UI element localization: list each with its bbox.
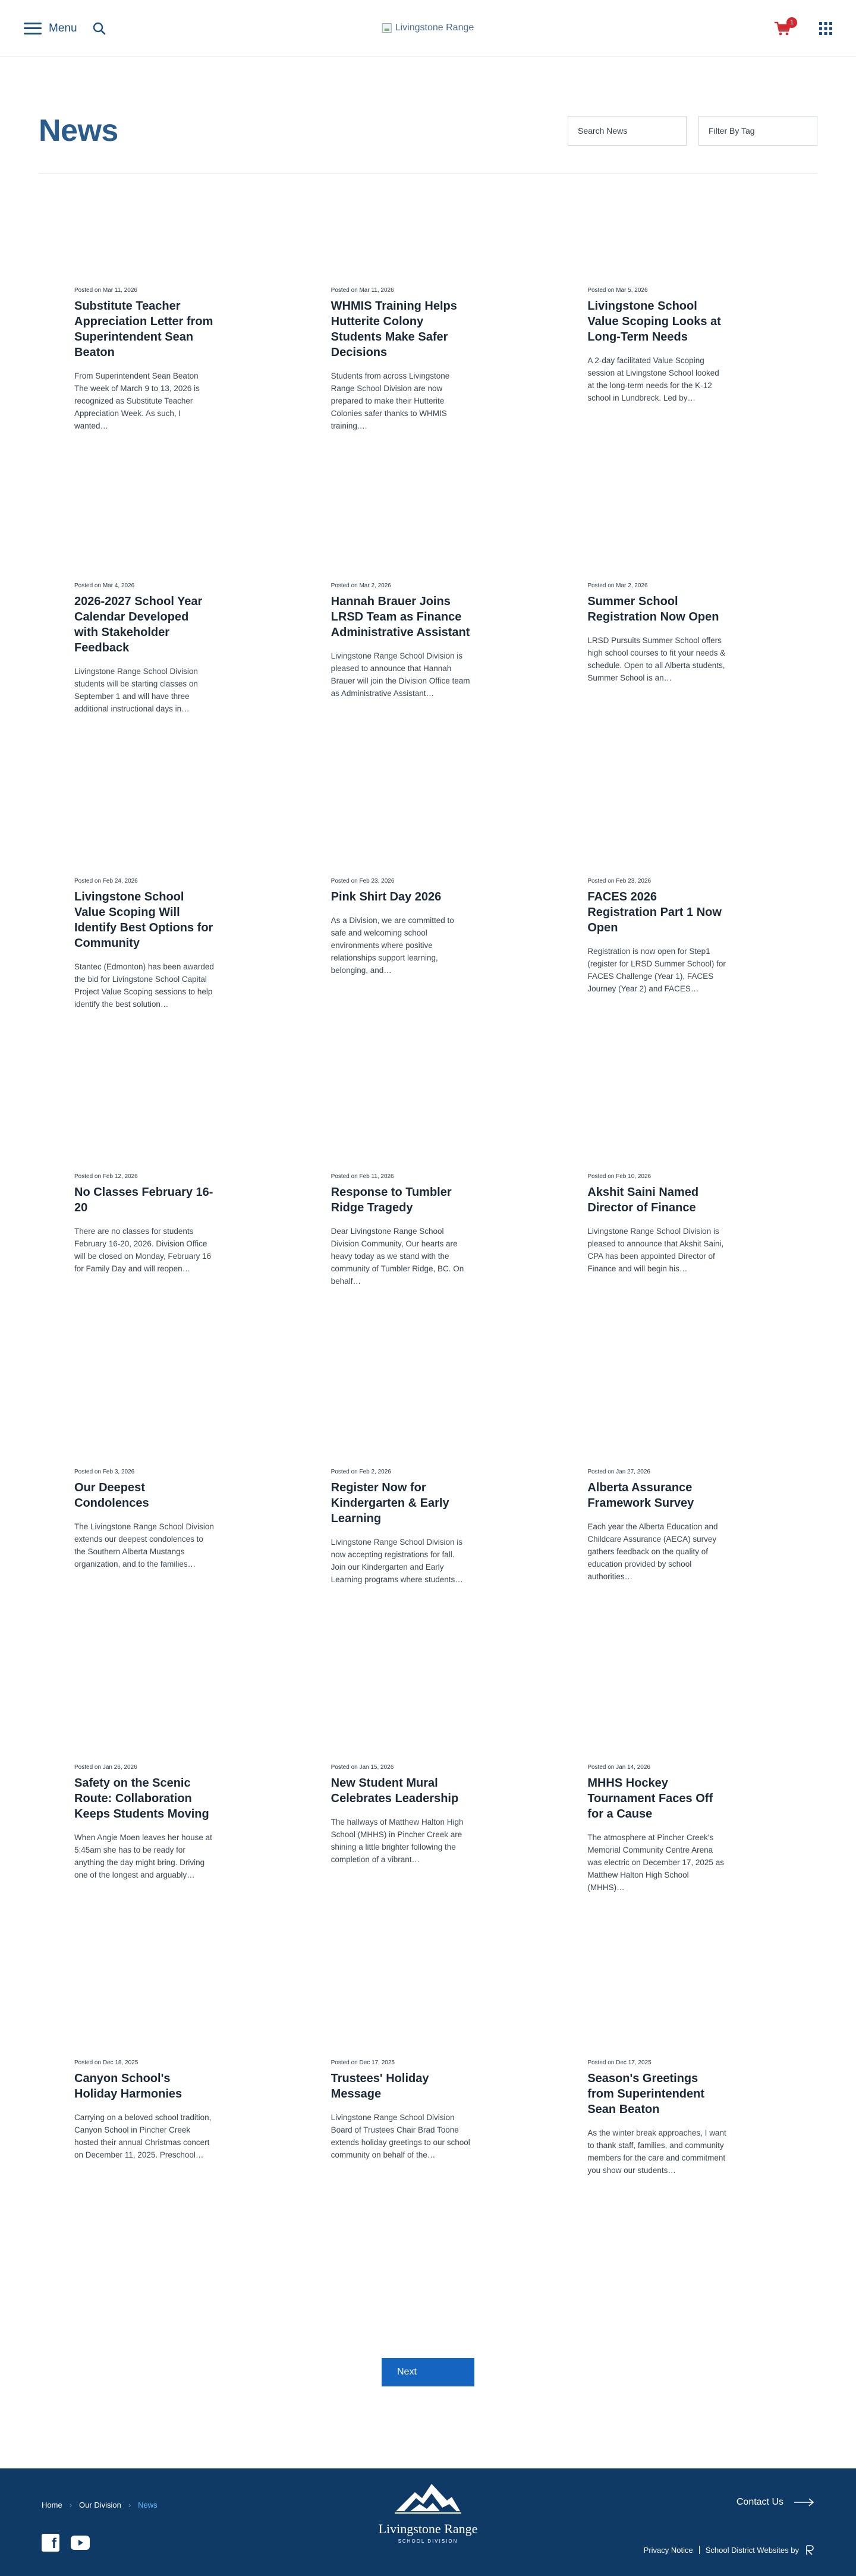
news-card (298, 1173, 558, 1469)
arrow-right-icon (794, 2498, 814, 2506)
posted-date: Posted on Mar 11, 2026 (331, 287, 394, 294)
news-card (558, 2059, 817, 2355)
news-title-link[interactable]: Response to Tumbler Ridge Tragedy (331, 1186, 452, 1214)
footer-logo[interactable] (369, 2480, 487, 2544)
news-card-body (331, 287, 471, 432)
posted-date: Posted on Mar 11, 2026 (74, 287, 137, 294)
posted-date: Posted on Dec 17, 2025 (331, 2059, 395, 2066)
news-title-link[interactable]: Alberta Assurance Framework Survey (587, 1481, 694, 1510)
news-excerpt: Students from across Livingstone Range School Division are now prepared to make their Hutterite Colonies safer thanks to WHMIS training.… (331, 371, 450, 430)
site-footer (0, 2468, 856, 2576)
news-filters (568, 116, 817, 146)
news-card-body (74, 582, 214, 715)
news-card (558, 1764, 817, 2059)
posted-date: Posted on Feb 10, 2026 (587, 1173, 652, 1180)
breadcrumb-current: News (138, 2501, 158, 2509)
news-card (558, 582, 817, 878)
news-card (39, 287, 298, 582)
news-card (39, 1469, 298, 1764)
news-excerpt: Livingstone Range School Division is pleased to announce that Akshit Saini, CPA has been appointed Director of Finance and will begin his… (587, 1227, 724, 1273)
news-excerpt: From Superintendent Sean Beaton The week of March 9 to 13, 2026 is recognized as Substitute Teacher Appreciation Week. As such, I wanted… (74, 371, 200, 430)
posted-date: Posted on Dec 18, 2025 (74, 2059, 139, 2066)
page-title: News (39, 114, 118, 148)
social-links (42, 2534, 90, 2552)
contact-us-label: Contact Us (736, 2497, 783, 2507)
news-card-body (331, 2059, 471, 2161)
broken-image-icon (382, 23, 392, 33)
news-excerpt: Livingstone Range School Division is now accepting registrations for fall. Join our Kindergarten and Early Learning programs where students… (331, 1538, 463, 1584)
news-excerpt: Dear Livingstone Range School Division Community, Our hearts are heavy today as we stand with the community of Tumbler Ridge, BC. On behalf… (331, 1227, 464, 1286)
news-card-body (74, 1764, 214, 1881)
news-title-link[interactable]: Pink Shirt Day 2026 (331, 890, 442, 903)
news-card-body (587, 1469, 727, 1583)
footer-brand-name: Livingstone Range (378, 2521, 478, 2536)
news-title-link[interactable]: Hannah Brauer Joins LRSD Team as Finance Administrative Assistant (331, 595, 470, 639)
posted-date: Posted on Feb 23, 2026 (331, 878, 395, 884)
mountain-logo-icon (392, 2480, 464, 2517)
news-card-body (587, 287, 727, 404)
next-page-button[interactable]: Next (382, 2358, 474, 2386)
pagination (0, 2355, 856, 2468)
breadcrumb-home[interactable]: Home (42, 2501, 62, 2509)
posted-date: Posted on Jan 15, 2026 (331, 1764, 394, 1771)
posted-date: Posted on Feb 11, 2026 (331, 1173, 394, 1180)
news-card-body (74, 287, 214, 432)
posted-date: Posted on Feb 3, 2026 (74, 1469, 135, 1475)
news-excerpt: Each year the Alberta Education and Childcare Assurance (AECA) survey gathers feedback on the quality of education provided by school authorities… (587, 1522, 718, 1581)
news-card-body (587, 878, 727, 995)
news-title-link[interactable]: WHMIS Training Helps Hutterite Colony Students Make Safer Decisions (331, 300, 457, 359)
news-excerpt: Livingstone Range School Division Board of Trustees Chair Brad Toone extends holiday greetings to our school community on behalf of the… (331, 2113, 470, 2159)
news-card (298, 2059, 558, 2355)
header-left (24, 22, 106, 35)
news-card (39, 1764, 298, 2059)
news-card-body (331, 1173, 471, 1287)
header-right (774, 18, 832, 36)
news-title-link[interactable]: Livingstone School Value Scoping Will Identify Best Options for Community (74, 890, 213, 950)
news-title-link[interactable]: 2026-2027 School Year Calendar Developed with Stakeholder Feedback (74, 595, 203, 654)
news-excerpt: Stantec (Edmonton) has been awarded the bid for Livingstone School Capital Project Value Scoping sessions to help identify the best solution… (74, 962, 214, 1009)
site-header (0, 0, 856, 57)
news-excerpt: The hallways of Matthew Halton High School (MHHS) in Pincher Creek are shining a little brighter following the completion of a vibrant… (331, 1818, 464, 1864)
apps-grid-icon[interactable] (819, 22, 832, 35)
news-card-body (74, 1173, 214, 1275)
posted-date: Posted on Feb 24, 2026 (74, 878, 138, 884)
news-card (298, 878, 558, 1173)
news-excerpt: A 2-day facilitated Value Scoping session at Livingstone School looked at the long-term needs for the K-12 school in Lundbreck. Led by… (587, 356, 719, 402)
news-card (298, 1764, 558, 2059)
posted-date: Posted on Jan 27, 2026 (587, 1469, 650, 1475)
news-excerpt: LRSD Pursuits Summer School offers high school courses to fit your needs & schedule. Open to all Alberta students, Summer School is an… (587, 636, 726, 682)
breadcrumb-separator-icon: › (128, 2501, 131, 2509)
posted-date: Posted on Mar 5, 2026 (587, 287, 648, 294)
posted-date: Posted on Mar 4, 2026 (74, 582, 135, 589)
contact-us-link[interactable] (737, 2497, 814, 2508)
breadcrumb-separator-icon: › (69, 2501, 73, 2509)
posted-date: Posted on Mar 2, 2026 (587, 582, 648, 589)
news-title-link[interactable]: No Classes February 16-20 (74, 1186, 213, 1214)
news-card (39, 582, 298, 878)
news-card (298, 1469, 558, 1764)
vendor-logo-icon[interactable] (805, 2544, 814, 2555)
youtube-icon[interactable] (70, 2534, 90, 2552)
news-title-link[interactable]: Substitute Teacher Appreciation Letter from Superintendent Sean Beaton (74, 300, 213, 359)
legal-divider (699, 2546, 700, 2554)
cart-button[interactable] (774, 18, 794, 36)
page-head (39, 57, 817, 174)
posted-date: Posted on Jan 14, 2026 (587, 1764, 650, 1771)
posted-date: Posted on Jan 26, 2026 (74, 1764, 137, 1771)
news-card-body (587, 2059, 727, 2177)
footer-legal (644, 2544, 814, 2555)
breadcrumb-our-division[interactable]: Our Division (79, 2501, 121, 2509)
news-title-link[interactable]: Canyon School's Holiday Harmonies (74, 2072, 182, 2101)
site-logo-alt: Livingstone Range (395, 23, 474, 33)
news-card (39, 1173, 298, 1469)
posted-date: Posted on Dec 17, 2025 (587, 2059, 652, 2066)
news-excerpt: As the winter break approaches, I want to thank staff, families, and community members for the care and commitment you show our students… (587, 2128, 726, 2175)
news-card (558, 1469, 817, 1764)
site-logo[interactable] (382, 23, 474, 33)
news-card-body (74, 878, 214, 1010)
news-excerpt: Livingstone Range School Division is pleased to announce that Hannah Brauer will join the Division Office team as Administrative Assistant… (331, 651, 470, 698)
posted-date: Posted on Feb 23, 2026 (587, 878, 652, 884)
news-card-body (331, 1469, 471, 1586)
news-excerpt: The Livingstone Range School Division extends our deepest condolences to the Southern Alberta Mustangs organization, and to the families… (74, 1522, 214, 1569)
news-excerpt: Carrying on a beloved school tradition, Canyon School in Pincher Creek hosted their annual Christmas concert on December 11, 2025. Preschool… (74, 2113, 212, 2159)
news-card (558, 878, 817, 1173)
news-excerpt: There are no classes for students February 16-20, 2026. Division Office will be closed on Monday, February 16 for Family Day and will reopen… (74, 1227, 212, 1273)
news-title-link[interactable]: Our Deepest Condolences (74, 1481, 149, 1510)
breadcrumb (42, 2501, 158, 2509)
posted-date: Posted on Feb 12, 2026 (74, 1173, 138, 1180)
news-card-body (587, 1173, 727, 1275)
news-excerpt: As a Division, we are committed to safe and welcoming school environments where positive relationships support learning, belonging, and… (331, 916, 454, 975)
menu-button[interactable] (24, 22, 77, 35)
news-card (39, 878, 298, 1173)
footer-brand-subtitle: SCHOOL DIVISION (398, 2539, 458, 2544)
news-title-link[interactable]: Akshit Saini Named Director of Finance (587, 1186, 699, 1214)
cart-count-badge: 1 (786, 17, 797, 28)
news-title-link[interactable]: New Student Mural Celebrates Leadership (331, 1777, 459, 1805)
news-excerpt: The atmosphere at Pincher Creek's Memorial Community Centre Arena was electric on December 17, 2025 as Matthew Halton High School (MHHS)… (587, 1833, 724, 1892)
news-card-body (331, 582, 471, 700)
news-title-link[interactable]: Trustees' Holiday Message (331, 2072, 429, 2101)
news-card-body (587, 1764, 727, 1894)
news-grid (39, 174, 817, 2355)
news-card (558, 287, 817, 582)
facebook-icon[interactable]: f (42, 2534, 59, 2552)
news-title-link[interactable]: Livingstone School Value Scoping Looks at Long-Term Needs (587, 300, 721, 344)
hamburger-icon (24, 23, 42, 34)
news-card (298, 582, 558, 878)
news-card-body (331, 1764, 471, 1866)
search-icon[interactable] (93, 22, 106, 35)
news-excerpt: Livingstone Range School Division students will be starting classes on September 1 and will have three additional instructional days in… (74, 667, 198, 713)
news-card-body (74, 1469, 214, 1570)
posted-date: Posted on Feb 2, 2026 (331, 1469, 391, 1475)
search-news-input[interactable] (568, 116, 687, 146)
news-title-link[interactable]: Season's Greetings from Superintendent Sean Beaton (587, 2072, 704, 2116)
news-card (298, 287, 558, 582)
news-card-body (331, 878, 471, 977)
news-title-link[interactable]: FACES 2026 Registration Part 1 Now Open (587, 890, 722, 934)
news-card-body (74, 2059, 214, 2161)
news-title-link[interactable]: MHHS Hockey Tournament Faces Off for a Cause (587, 1777, 713, 1821)
news-card (39, 2059, 298, 2355)
site-credit: School District Websites by (705, 2545, 799, 2555)
privacy-notice-link[interactable]: Privacy Notice (643, 2545, 693, 2555)
news-excerpt: When Angie Moen leaves her house at 5:45am she has to be ready for anything the day might bring. Driving one of the longest and arguably… (74, 1833, 212, 1879)
news-title-link[interactable]: Summer School Registration Now Open (587, 595, 719, 623)
posted-date: Posted on Mar 2, 2026 (331, 582, 391, 589)
news-title-link[interactable]: Register Now for Kindergarten & Early Learning (331, 1481, 449, 1525)
news-card-body (587, 582, 727, 684)
menu-label: Menu (49, 21, 77, 34)
filter-by-tag-select[interactable]: Filter By Tag (698, 116, 817, 146)
news-excerpt: Registration is now open for Step1 (register for LRSD Summer School) for FACES Challenge (Year 1), FACES Journey (Year 2) and FACES… (587, 947, 726, 993)
news-card (558, 1173, 817, 1469)
news-title-link[interactable]: Safety on the Scenic Route: Collaboration Keeps Students Moving (74, 1777, 209, 1821)
